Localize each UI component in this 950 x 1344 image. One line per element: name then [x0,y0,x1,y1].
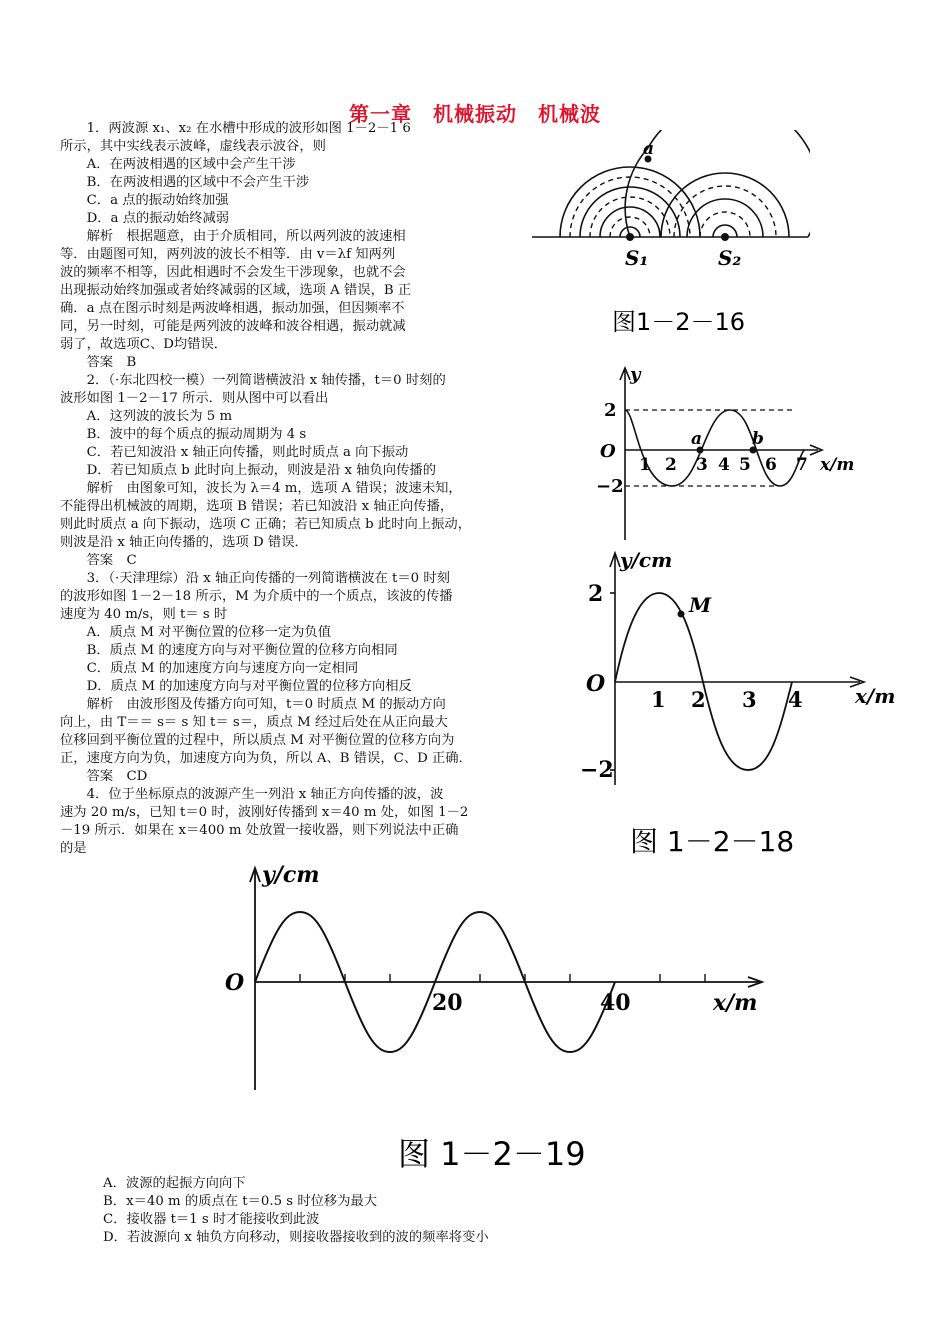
x-tick: 2 [665,455,677,475]
text-line: B．在两波相遇的区域中不会产生干涉 [60,175,310,190]
figure-caption: 图1－2－16 [612,308,746,336]
x-axis-label: x/m [855,684,896,708]
text-line: 不能得出机械波的周期，选项 B 错误；若已知波沿 x 轴正向传播， [60,499,454,514]
option-line: B．x＝40 m 的质点在 t＝0.5 s 时位移为最大 [103,1194,378,1209]
text-line: 出现振动始终加强或者始终减弱的区域，选项 A 错误，B 正 [60,283,412,298]
x-tick: 7 [796,455,808,475]
source-s2-dot [721,233,729,241]
text-line: A．在两波相遇的区域中会产生干涉 [60,157,296,172]
text-line: 解析 根据题意，由于介质相同，所以两列波的波速相 [60,229,406,244]
point-a-label: a [691,429,703,449]
figure-1-2-18 [580,545,910,865]
text-line: 答案 C [60,553,137,568]
text-line: 等．由题图可知，两列波的波长不相等．由 v＝λf 知两列 [60,247,396,262]
text-line: 速度为 40 m/s，则 t＝ s 时 [60,607,228,622]
text-line: 弱了，故选项C、D均错误． [60,337,228,352]
figure-1-2-19 [220,860,780,1170]
y-axis-label: y/cm [620,548,673,572]
x-tick: 3 [742,687,757,712]
text-line: 2．（·东北四校一模）一列简谐横波沿 x 轴传播，t＝0 时刻的 [60,373,446,388]
figure-caption: 图 1－2－19 [398,1135,586,1170]
origin-label: O [225,970,245,996]
text-line: A．这列波的波长为 5 m [60,409,233,424]
x-tick: 4 [718,455,730,475]
x-tick-labels [639,455,808,475]
text-line: A．质点 M 对平衡位置的位移一定为负值 [60,625,332,640]
text-line: 则波是沿 x 轴正向传播的，选项 D 错误． [60,535,308,550]
text-line: 3．（·天津理综）沿 x 轴正向传播的一列简谐横波在 t＝0 时刻 [60,571,450,586]
point-b-label: b [752,429,764,449]
text-line: 正，速度方向为负，加速度方向为负，所以 A、B 错误，C、D 正确． [60,751,472,766]
option-line: C．接收器 t＝1 s 时才能接收到此波 [103,1212,320,1227]
point-a-label: a [643,139,655,159]
text-line: D．质点 M 的加速度方向与对平衡位置的位移方向相反 [60,679,412,694]
text-line: 解析 由图象可知，波长为 λ＝4 m，选项 A 错误；波速未知， [60,481,462,496]
option-line: A．波源的起振方向向下 [103,1176,246,1191]
point-m-dot [678,611,685,618]
text-line: 速为 20 m/s，已知 t＝0 时，波刚好传播到 x＝40 m 处，如图 1－2 [60,805,469,820]
text-line: C．若已知波沿 x 轴正向传播，则此时质点 a 向下振动 [60,445,409,460]
source-s1-dot [626,233,634,241]
figure-1-2-16 [530,130,810,340]
y-tick-2: 2 [588,581,604,607]
text-line: 4．位于坐标原点的波源产生一列沿 x 轴正方向传播的波，波 [60,787,444,802]
text-line: 则此时质点 a 向下振动，选项 C 正确；若已知质点 b 此时向上振动， [60,517,471,532]
text-line: D．若已知质点 b 此时向上振动，则波是沿 x 轴负向传播的 [60,463,436,478]
y-axis-label: y/cm [262,862,320,888]
text-line: 位移回到平衡位置的过程中，所以质点 M 对平衡位置的位移方向为 [60,733,455,748]
x-axis-label: x/m [820,455,855,475]
s1-label: S₁ [625,246,649,270]
figure-caption: 图 1－2－18 [630,825,795,858]
question-4-options [103,1175,803,1247]
text-line: 的是 [60,841,87,856]
y-tick-neg2: −2 [596,476,624,497]
y-tick-neg2: −2 [580,757,614,783]
x-tick: 1 [639,455,651,475]
origin-label: O [600,441,616,462]
x-tick: 4 [788,687,803,712]
x-tick: 3 [696,455,708,475]
text-line: 所示，其中实线表示波峰，虚线表示波谷，则 [60,139,326,154]
x-tick: 5 [739,455,751,475]
y-axis-label: y [630,364,641,385]
point-m-label: M [689,593,712,617]
text-line: 向上，由 T＝＝ s＝ s 知 t＝ s＝，质点 M 经过后处在从正向最大 [60,715,448,730]
s2-label: S₂ [718,246,742,270]
text-line: 确．a 点在图示时刻是两波峰相遇，振动加强，但因频率不 [60,301,405,316]
text-line: 答案 B [60,355,137,370]
text-line: C．a 点的振动始终加强 [60,193,229,208]
figure-1-2-17 [590,360,870,550]
text-line: 同，另一时刻，可能是两列波的波峰和波谷相遇，振动就减 [60,319,406,334]
text-line: 解析 由波形图及传播方向可知，t＝0 时质点 M 的振动方向 [60,697,446,712]
x-tick: 6 [765,455,777,475]
text-line: 1．两波源 x₁、x₂ 在水槽中形成的波形如图 1－2－1 6 [60,121,411,136]
x-tick: 40 [600,990,631,1016]
question-text [60,120,565,858]
text-line: 答案 CD [60,769,148,784]
text-line: 波的频率不相等，因此相遇时不会发生干涉现象，也就不会 [60,265,406,280]
x-tick: 2 [691,687,706,712]
text-line: B．质点 M 的速度方向与对平衡位置的位移方向相同 [60,643,398,658]
x-axis-label: x/m [713,990,758,1016]
text-line: 波形如图 1－2－17 所示．则从图中可以看出 [60,391,329,406]
page-title: 第一章 机械振动 机械波 [349,102,601,126]
y-tick-2: 2 [604,400,617,421]
text-line: B．波中的每个质点的振动周期为 4 s [60,427,307,442]
text-line: 的波形如图 1－2－18 所示，M 为介质中的一个质点，该波的传播 [60,589,453,604]
text-line: D．a 点的振动始终减弱 [60,211,230,226]
option-line: D．若波源向 x 轴负方向移动，则接收器接收到的波的频率将变小 [103,1230,489,1245]
text-line: －19 所示．如果在 x＝400 m 处放置一接收器，则下列说法中正确 [60,823,459,838]
text-line: C．质点 M 的加速度方向与速度方向一定相同 [60,661,359,676]
x-tick: 20 [432,990,463,1016]
origin-label: O [586,671,606,697]
x-tick: 1 [651,687,666,712]
